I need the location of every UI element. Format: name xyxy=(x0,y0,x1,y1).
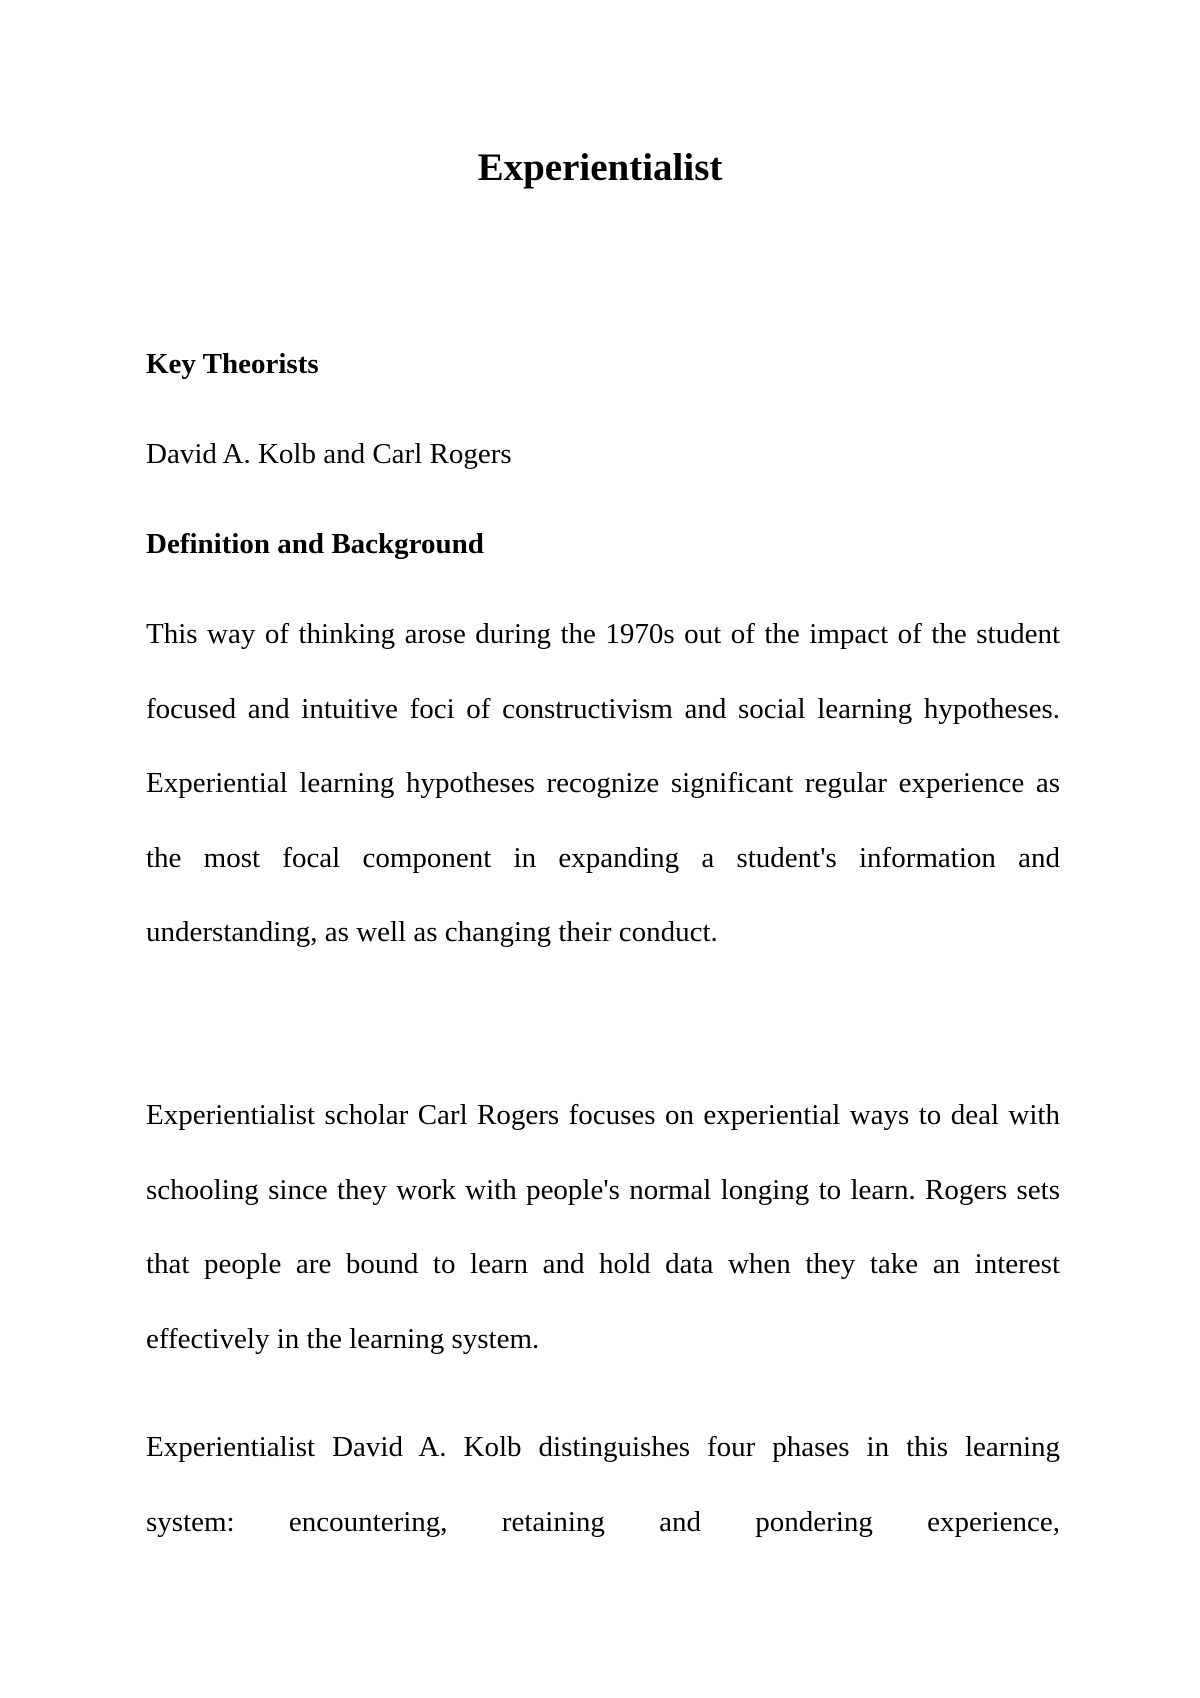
document-title: Experientialist xyxy=(477,146,723,189)
paragraph-definition-3: Experientialist David A. Kolb distinguishes four phases in this learning system: encountering, retaining and pondering experience, xyxy=(146,1431,1060,1538)
section-heading-definition: Definition and Background xyxy=(146,528,484,560)
section-heading-key-theorists: Key Theorists xyxy=(146,348,319,380)
paragraph-definition-2: Experientialist scholar Carl Rogers focuses on experiential ways to deal with schooling since they work with people's normal longing to learn. Rogers sets that people are bound to learn and hold data when they take an interest effectively in the learning system. xyxy=(146,1099,1060,1355)
key-theorists-text: David A. Kolb and Carl Rogers xyxy=(146,438,512,470)
paragraph-definition-1: This way of thinking arose during the 1970s out of the impact of the student focused and intuitive foci of constructivism and social learning hypotheses. Experiential learning hypotheses recognize significant regular experience as the most focal component in expanding a student's information and understanding, as well as changing their conduct. xyxy=(146,618,1060,948)
